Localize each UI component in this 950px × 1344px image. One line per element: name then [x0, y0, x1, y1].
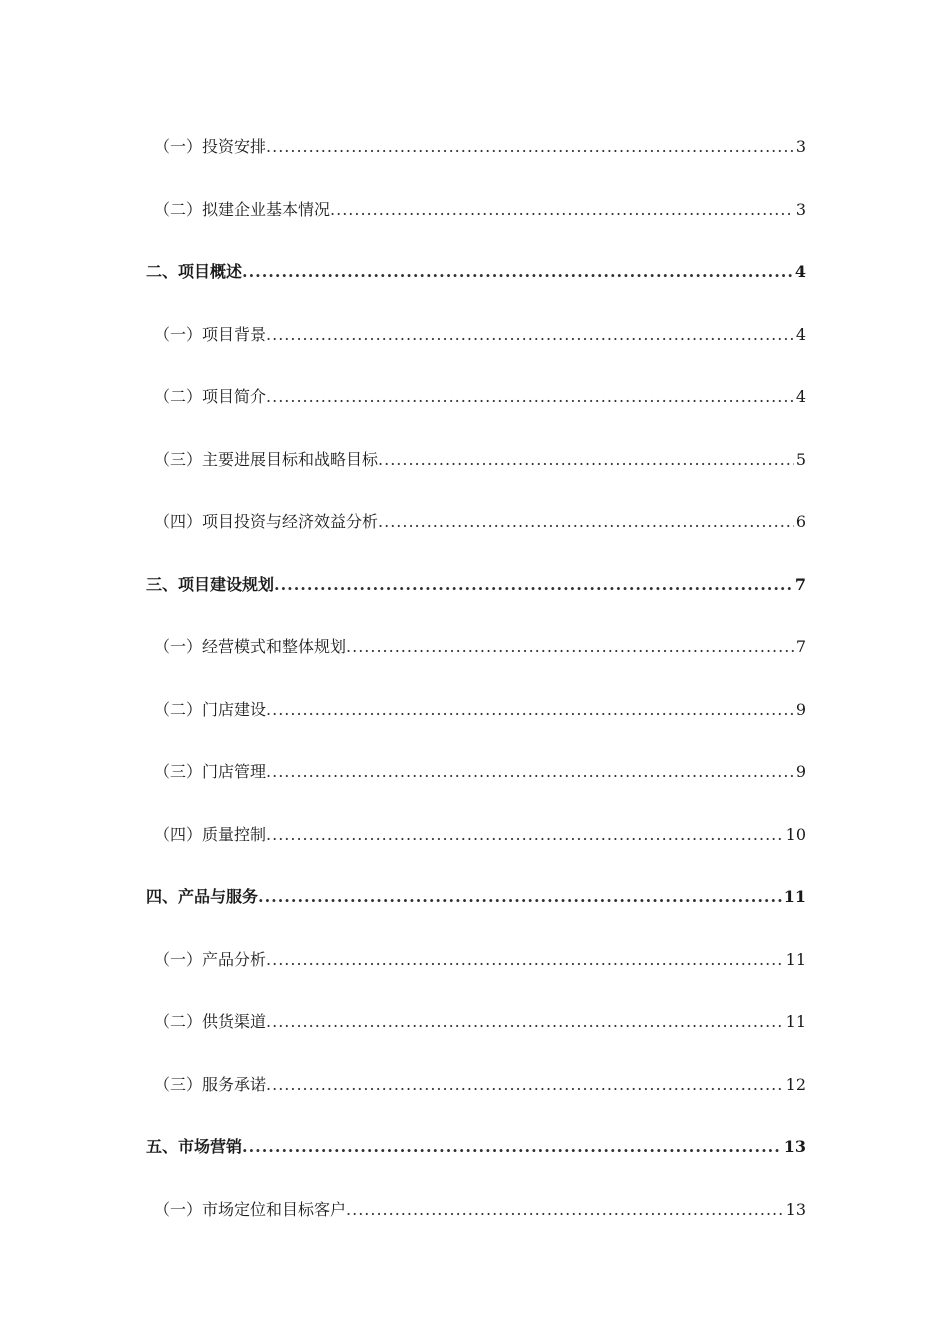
toc-dot-leader: [258, 874, 782, 920]
toc-dot-leader: [242, 249, 793, 295]
toc-page-number: 11: [785, 1012, 806, 1031]
toc-entry-label: （一）市场定位和目标客户: [154, 1199, 347, 1219]
toc-dot-leader: [378, 499, 794, 545]
toc-entry-label: （二）拟建企业基本情况: [154, 199, 331, 219]
toc-page-number: 12: [785, 1074, 806, 1094]
toc-entry-label: （二）门店建设: [154, 699, 267, 719]
toc-section-entry[interactable]: [146, 999, 806, 1062]
toc-chapter-entry[interactable]: [146, 1124, 806, 1187]
table-of-contents: [146, 124, 806, 1249]
toc-page-number: 9: [795, 699, 806, 719]
toc-section-entry[interactable]: [146, 374, 806, 437]
toc-entry-label: （一）项目背景: [154, 324, 267, 344]
toc-entry-label: （一）投资安排: [154, 137, 267, 156]
toc-dot-leader: [330, 187, 794, 233]
toc-dot-leader: [266, 1062, 784, 1108]
toc-dot-leader: [266, 812, 784, 858]
toc-section-entry[interactable]: [146, 187, 806, 250]
toc-page-number: 3: [795, 199, 806, 219]
toc-dot-leader: [378, 437, 794, 483]
toc-page-number: 13: [783, 1137, 806, 1156]
toc-dot-leader: [266, 312, 794, 358]
toc-dot-leader: [266, 999, 784, 1045]
toc-page-number: 10: [785, 824, 806, 844]
toc-section-entry[interactable]: [146, 749, 806, 812]
toc-page-number: 6: [795, 512, 806, 531]
toc-entry-label: （三）门店管理: [154, 762, 267, 781]
toc-entry-label: （四）项目投资与经济效益分析: [154, 512, 379, 531]
toc-page-number: 9: [795, 762, 806, 781]
toc-entry-label: 五、市场营销: [146, 1137, 243, 1156]
toc-page-number: 11: [783, 887, 806, 906]
toc-dot-leader: [346, 624, 794, 670]
toc-entry-label: （一）产品分析: [154, 949, 267, 969]
toc-dot-leader: [266, 749, 794, 795]
toc-entry-label: （一）经营模式和整体规划: [154, 637, 347, 656]
toc-page-number: 7: [794, 574, 806, 594]
toc-page-number: 11: [785, 949, 806, 969]
toc-section-entry[interactable]: [146, 812, 806, 875]
toc-section-entry[interactable]: [146, 937, 806, 1000]
toc-dot-leader: [346, 1187, 784, 1233]
toc-dot-leader: [266, 124, 794, 170]
toc-section-entry[interactable]: [146, 437, 806, 500]
toc-entry-label: 三、项目建设规划: [146, 574, 275, 594]
toc-page-number: 5: [795, 449, 806, 469]
toc-section-entry[interactable]: [146, 687, 806, 750]
toc-dot-leader: [266, 687, 794, 733]
toc-page-number: 4: [795, 387, 806, 406]
toc-entry-label: （二）供货渠道: [154, 1012, 267, 1031]
toc-dot-leader: [242, 1124, 782, 1170]
toc-page-number: 4: [794, 262, 806, 281]
toc-section-entry[interactable]: [146, 312, 806, 375]
toc-dot-leader: [266, 374, 794, 420]
toc-entry-label: （二）项目简介: [154, 387, 267, 406]
toc-section-entry[interactable]: [146, 499, 806, 562]
toc-entry-label: （三）服务承诺: [154, 1074, 267, 1094]
toc-page-number: 13: [785, 1199, 806, 1219]
toc-entry-label: （三）主要进展目标和战略目标: [154, 449, 379, 469]
toc-section-entry[interactable]: [146, 1187, 806, 1250]
toc-page-number: 3: [795, 137, 806, 156]
toc-section-entry[interactable]: [146, 124, 806, 187]
toc-entry-label: 四、产品与服务: [146, 887, 259, 906]
toc-chapter-entry[interactable]: [146, 874, 806, 937]
toc-entry-label: （四）质量控制: [154, 824, 267, 844]
toc-dot-leader: [274, 562, 793, 608]
toc-chapter-entry[interactable]: [146, 249, 806, 312]
toc-section-entry[interactable]: [146, 1062, 806, 1125]
toc-section-entry[interactable]: [146, 624, 806, 687]
toc-chapter-entry[interactable]: [146, 562, 806, 625]
toc-entry-label: 二、项目概述: [146, 262, 243, 281]
toc-page-number: 7: [795, 637, 806, 656]
toc-page-number: 4: [795, 324, 806, 344]
toc-dot-leader: [266, 937, 784, 983]
